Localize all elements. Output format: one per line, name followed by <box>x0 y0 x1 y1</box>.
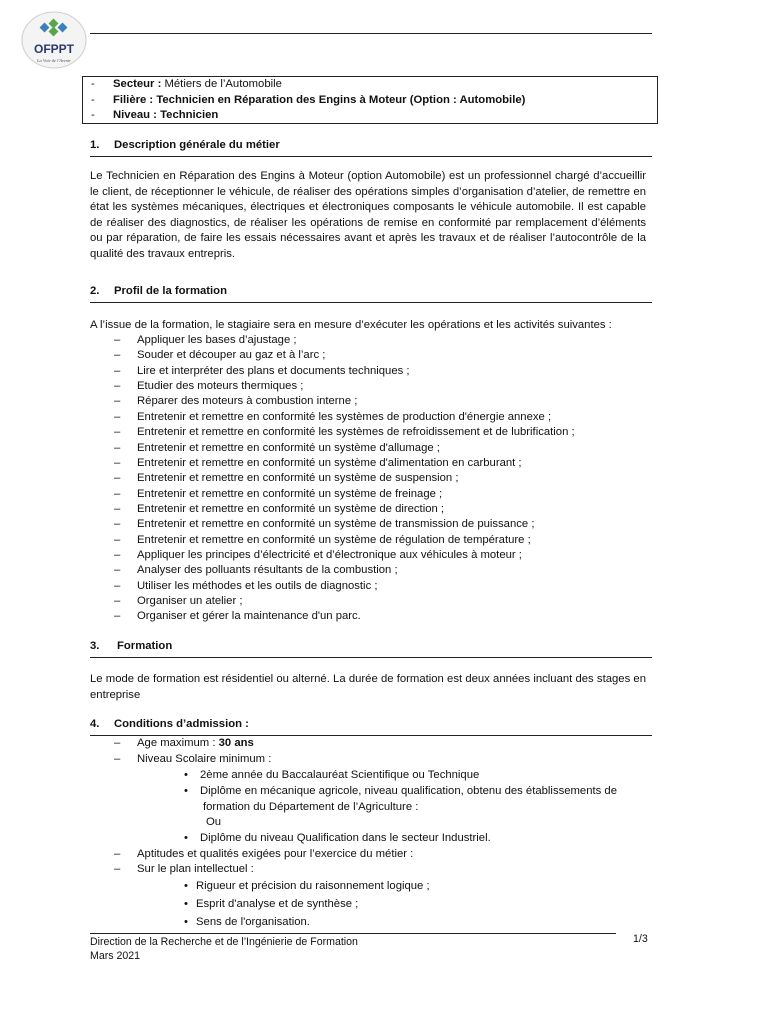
list-item: – Entretenir et remettre en conformité les systèmes de production d'énergie annexe ; <box>114 410 552 423</box>
list-item: • Diplôme en mécanique agricole, niveau qualification, obtenu des établissements de <box>184 785 617 797</box>
section-2-intro: A l’issue de la formation, le stagiaire sera en mesure d’exécuter les opérations et les activités suivantes : <box>90 319 612 331</box>
age-value: 30 ans <box>218 737 254 749</box>
list-item: – Organiser un atelier ; <box>114 595 243 608</box>
list-item: • Esprit d'analyse et de synthèse ; <box>184 898 359 910</box>
footer-date: Mars 2021 <box>90 950 141 962</box>
info-secteur-value: Métiers de l’Automobile <box>164 78 282 90</box>
footer-direction: Direction de la Recherche et de l’Ingénierie de Formation <box>90 936 358 948</box>
section-3-text: Le mode de formation est résidentiel ou alterné. La durée de formation est deux années incluant des stages en entreprise <box>90 673 646 701</box>
list-item: – Entretenir et remettre en conformité un système de régulation de température ; <box>114 533 531 546</box>
info-niveau-label: Niveau : <box>113 109 161 121</box>
admission-conditions <box>90 736 652 933</box>
list-item: – Entretenir et remettre en conformité un système de suspension ; <box>114 472 459 485</box>
list-item: – Entretenir et remettre en conformité les systèmes de refroidissement et de lubrification ; <box>114 426 575 439</box>
list-item: – Entretenir et remettre en conformité un système d'allumage ; <box>114 441 440 454</box>
info-secteur: - Secteur : Métiers de l’Automobile <box>91 78 282 90</box>
header-rule <box>90 33 652 34</box>
page-number: 1/3 <box>633 933 648 945</box>
section-1-description: Le Technicien en Réparation des Engins à Moteur (option Automobile) est un professionnel chargé d’accueillir le client, de réceptionner le véhicule, de réaliser des opérations simples d’organisation d’atelier, de remettre en état les systèmes mécaniques, électriques et électroniques composants le véhicule automobile. Il est capable de réaliser des diagnostics, de réaliser les opérations de remise en conformité par remplacement d’éléments ou par réparation, de faire les essais nécessaires avant et après les travaux et de réaliser l’autocontrôle de la qualité des travaux entrepris. <box>90 170 646 260</box>
info-secteur-label: Secteur : <box>113 78 165 90</box>
list-item: – Aptitudes et qualités exigées pour l’exercice du métier : <box>114 847 414 860</box>
ofppt-logo <box>20 10 88 70</box>
section-2-title: 2. Profil de la formation <box>90 284 652 303</box>
list-item: – Lire et interpréter des plans et documents techniques ; <box>114 364 410 377</box>
profil-list <box>90 333 650 625</box>
list-item: • Sens de l'organisation. <box>184 916 310 928</box>
list-item: – Etudier des moteurs thermiques ; <box>114 380 304 393</box>
list-item: – Age maximum : 30 ans <box>114 737 254 749</box>
list-item: • Rigueur et précision du raisonnement logique ; <box>184 880 430 892</box>
list-item: – Sur le plan intellectuel : <box>114 863 254 875</box>
list-item-continuation: formation du Département de l’Agriculture : <box>203 800 419 813</box>
list-item: • Diplôme du niveau Qualification dans le secteur Industriel. <box>184 831 491 844</box>
footer <box>90 935 358 963</box>
logo-tagline: La Voie de l'Avenir <box>36 58 72 63</box>
list-item: – Analyser des polluants résultants de la combustion ; <box>114 564 398 577</box>
list-item: – Entretenir et remettre en conformité un système de freinage ; <box>114 487 443 500</box>
info-filiere: - Filière : Technicien en Réparation des Engins à Moteur (Option : Automobile) <box>91 93 526 106</box>
list-item: – Entretenir et remettre en conformité un système de direction ; <box>114 502 445 515</box>
info-filiere-label: Filière : <box>113 93 157 106</box>
list-item: – Souder et découper au gaz et à l’arc ; <box>114 349 326 362</box>
section-4-title: 4. Conditions d’admission : <box>90 717 652 736</box>
age-label: Age maximum : <box>137 737 219 749</box>
info-niveau: - Niveau : Technicien <box>91 109 219 121</box>
list-item: – Réparer des moteurs à combustion interne ; <box>114 395 358 408</box>
list-item: – Entretenir et remettre en conformité un système d'alimentation en carburant ; <box>114 456 522 469</box>
list-item: – Niveau Scolaire minimum : <box>114 752 272 765</box>
list-item: – Utiliser les méthodes et les outils de diagnostic ; <box>114 579 378 592</box>
list-item: • 2ème année du Baccalauréat Scientifique ou Technique <box>184 769 480 781</box>
logo-text: OFPPT <box>33 42 75 56</box>
ofppt-logo-icon <box>20 10 88 70</box>
list-item: – Appliquer les bases d’ajustage ; <box>114 334 297 346</box>
section-3-title: 3. Formation <box>90 639 652 658</box>
info-filiere-value: Technicien en Réparation des Engins à Moteur (Option : Automobile) <box>156 93 526 106</box>
list-item: – Organiser et gérer la maintenance d'un parc. <box>114 610 361 623</box>
ou-text: Ou <box>206 816 222 828</box>
list-item: – Entretenir et remettre en conformité un système de transmission de puissance ; <box>114 518 535 531</box>
section-1-title: 1. Description générale du métier <box>90 138 652 157</box>
list-item: – Appliquer les principes d’électricité et d’électronique aux véhicules à moteur ; <box>114 549 522 562</box>
formation-info-box <box>82 76 658 124</box>
info-niveau-value: Technicien <box>160 109 219 121</box>
footer-rule <box>90 933 616 934</box>
